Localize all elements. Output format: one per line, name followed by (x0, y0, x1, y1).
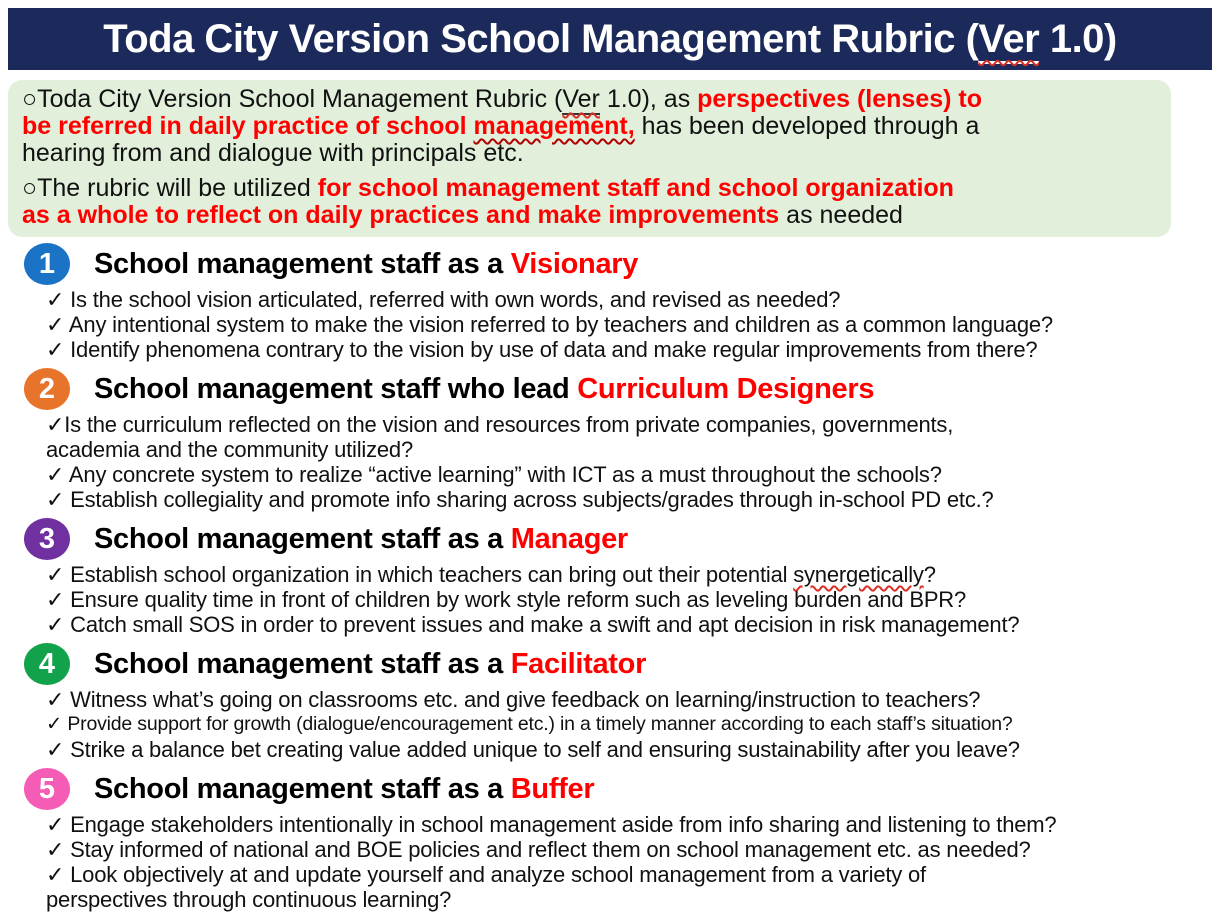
bullet-item (46, 737, 1212, 762)
bullet-text: ✓ Engage stakeholders intentionally in school management aside from info sharing and listening to them? (46, 812, 1057, 837)
intro-paragraph-1 (22, 86, 1157, 167)
section-title-keyword: Manager (510, 522, 628, 555)
title-text-suffix: 1.0) (1039, 16, 1117, 61)
intro-p1-ver-underlined: Ver (562, 85, 600, 113)
section-number-badge: 5 (24, 768, 70, 810)
section-number-badge: 4 (24, 643, 70, 685)
section-title-black: School management staff as a (94, 247, 511, 280)
intro-p2-text2: as needed (779, 201, 903, 229)
section-title-black: School management staff as a (94, 522, 511, 555)
intro-box (8, 80, 1171, 237)
section-title-keyword: Facilitator (510, 647, 647, 680)
bullet-item (46, 837, 1212, 862)
section-heading-row (8, 243, 1212, 285)
section-number-badge: 1 (24, 243, 70, 285)
bullet-item (46, 812, 1212, 837)
section-heading-row (8, 643, 1212, 685)
bullet-item (46, 462, 1212, 487)
bullet-item (46, 337, 1212, 362)
bullet-text: ✓ Ensure quality time in front of children by work style reform such as leveling burden and BPR? (46, 587, 967, 612)
bullet-text: ✓ Catch small SOS in order to prevent issues and make a swift and apt decision in risk management? (46, 612, 1020, 637)
page-title (103, 17, 1117, 62)
bullet-item (46, 862, 1212, 912)
bullet-item (46, 487, 1212, 512)
bullet-text: ✓Is the curriculum reflected on the vision and resources from private companies, governments, academia and the community utilized? (46, 412, 954, 462)
section-title-keyword: Curriculum Designers (577, 372, 875, 405)
bullet-text-wavy: synergetically (793, 562, 924, 587)
bullet-text: ✓ Strike a balance bet creating value added unique to self and ensuring sustainability after you leave? (46, 737, 1020, 762)
bullet-item (46, 312, 1212, 337)
section-number-badge: 3 (24, 518, 70, 560)
title-ver-underlined: Ver (978, 17, 1039, 64)
bullet-list (8, 412, 1212, 512)
rubric-section-visionary (8, 243, 1212, 362)
bullet-item (46, 712, 1212, 737)
section-title (94, 373, 874, 406)
bullet-text: ✓ Provide support for growth (dialogue/encouragement etc.) in a timely manner according to each staff’s situation? (46, 713, 1013, 735)
bullet-text: ✓ Stay informed of national and BOE policies and reflect them on school management etc. as needed? (46, 837, 1031, 862)
intro-p2-text: ○The rubric will be utilized (22, 174, 318, 202)
bullet-list (8, 287, 1212, 362)
section-title-keyword: Buffer (510, 772, 595, 805)
intro-p1-text: ○Toda City Version School Management Rubric ( (22, 85, 563, 113)
bullet-text: ✓ Establish school organization in which teachers can bring out their potential (46, 562, 794, 587)
intro-p1-text2: 1.0), as (599, 85, 698, 113)
bullet-text: ✓ Any concrete system to realize “active learning” with ICT as a must throughout the schools? (46, 462, 942, 487)
bullet-item (46, 687, 1212, 712)
section-title-black: School management staff as a (94, 647, 511, 680)
section-number-badge: 2 (24, 368, 70, 410)
section-title-keyword: Visionary (510, 247, 639, 280)
bullet-text: ✓ Identify phenomena contrary to the vision by use of data and make regular improvements from there? (46, 337, 1038, 362)
bullet-list (8, 562, 1212, 637)
section-heading-row (8, 518, 1212, 560)
section-title (94, 773, 594, 806)
bullet-list (8, 687, 1212, 762)
bullet-text: ✓ Witness what’s going on classrooms etc. and give feedback on learning/instruction to teachers? (46, 687, 981, 712)
bullet-list (8, 812, 1212, 912)
bullet-item (46, 587, 1212, 612)
bullet-item (46, 562, 1212, 587)
bullet-text: ✓ Any intentional system to make the vision referred to by teachers and children as a common language? (46, 312, 1053, 337)
intro-p1-emphasis-wavy: management, (473, 112, 635, 140)
bullet-item (46, 412, 1212, 462)
bullet-item (46, 287, 1212, 312)
bullet-text: ✓ Is the school vision articulated, referred with own words, and revised as needed? (46, 287, 841, 312)
bullet-item (46, 612, 1212, 637)
title-bar (8, 8, 1212, 70)
section-heading-row (8, 768, 1212, 810)
title-text: Toda City Version School Management Rubric ( (103, 16, 979, 61)
rubric-section-facilitator (8, 643, 1212, 762)
bullet-text-post: ? (923, 562, 936, 587)
bullet-text: ✓ Establish collegiality and promote info sharing across subjects/grades through in-school PD etc.? (46, 487, 994, 512)
rubric-section-curriculum-designers (8, 368, 1212, 512)
rubric-section-manager (8, 518, 1212, 637)
section-title-black: School management staff who lead (94, 372, 578, 405)
section-title (94, 248, 638, 281)
intro-paragraph-2 (22, 175, 1157, 229)
rubric-section-buffer (8, 768, 1212, 912)
section-title (94, 523, 628, 556)
section-heading-row (8, 368, 1212, 410)
intro-p2-emphasis: for school management staff and school organization as a whole to reflect on daily practices and make improvements (22, 174, 954, 229)
intro-p1-emphasis: perspectives (lenses) to be referred in daily practice of school (22, 85, 982, 140)
section-title-black: School management staff as a (94, 772, 511, 805)
bullet-text: ✓ Look objectively at and update yourself and analyze school management from a variety of perspectives through continuous learning? (46, 862, 926, 912)
section-title (94, 648, 646, 681)
intro-p1-text3: has been developed through a hearing from and dialogue with principals etc. (22, 112, 980, 167)
